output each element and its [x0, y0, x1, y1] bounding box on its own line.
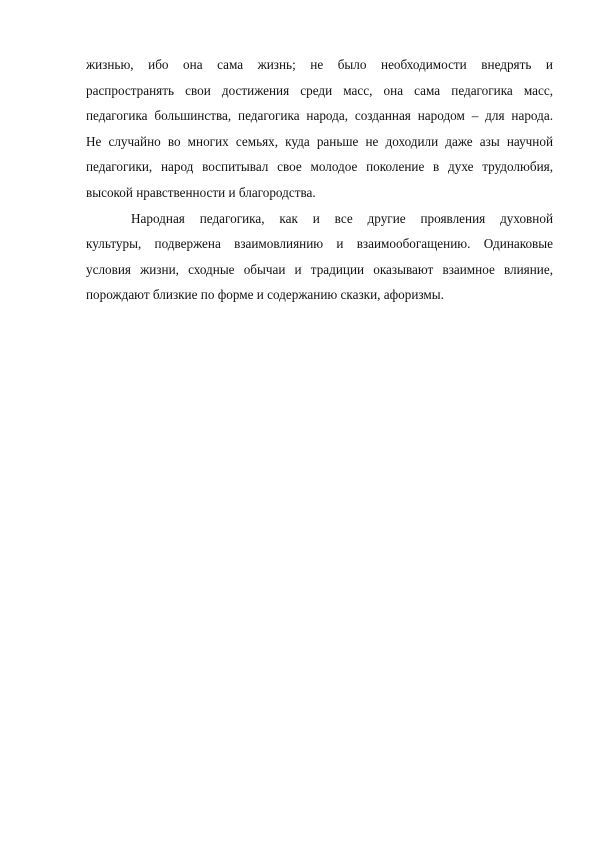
text-line: Народная педагогика, как и все другие проявления духовной — [131, 210, 553, 226]
paragraph-1 — [86, 52, 553, 206]
paragraph-2 — [86, 206, 553, 308]
text-line: Не случайно во многих семьях, куда раньше не доходили даже азы научной — [86, 133, 553, 149]
text-line: педагогики, народ воспитывал свое молодое поколение в духе трудолюбия, — [86, 159, 553, 175]
text-line: жизнью, ибо она сама жизнь; не было необходимости внедрять и — [86, 57, 553, 72]
text-line: условия жизни, сходные обычаи и традиции оказывают взаимное влияние, — [86, 261, 553, 277]
text-line: порождают близкие по форме и содержанию сказки, афоризмы. — [86, 287, 444, 303]
text-line: распространять свои достижения среди масс, она сама педагогика масс, — [86, 82, 553, 98]
text-line: культуры, подвержена взаимовлиянию и взаимообогащению. Одинаковые — [86, 236, 553, 252]
text-line: высокой нравственности и благородства. — [86, 184, 316, 200]
text-line: педагогика большинства, педагогика народа, созданная народом – для народа. — [86, 108, 553, 124]
document-body — [86, 52, 553, 308]
